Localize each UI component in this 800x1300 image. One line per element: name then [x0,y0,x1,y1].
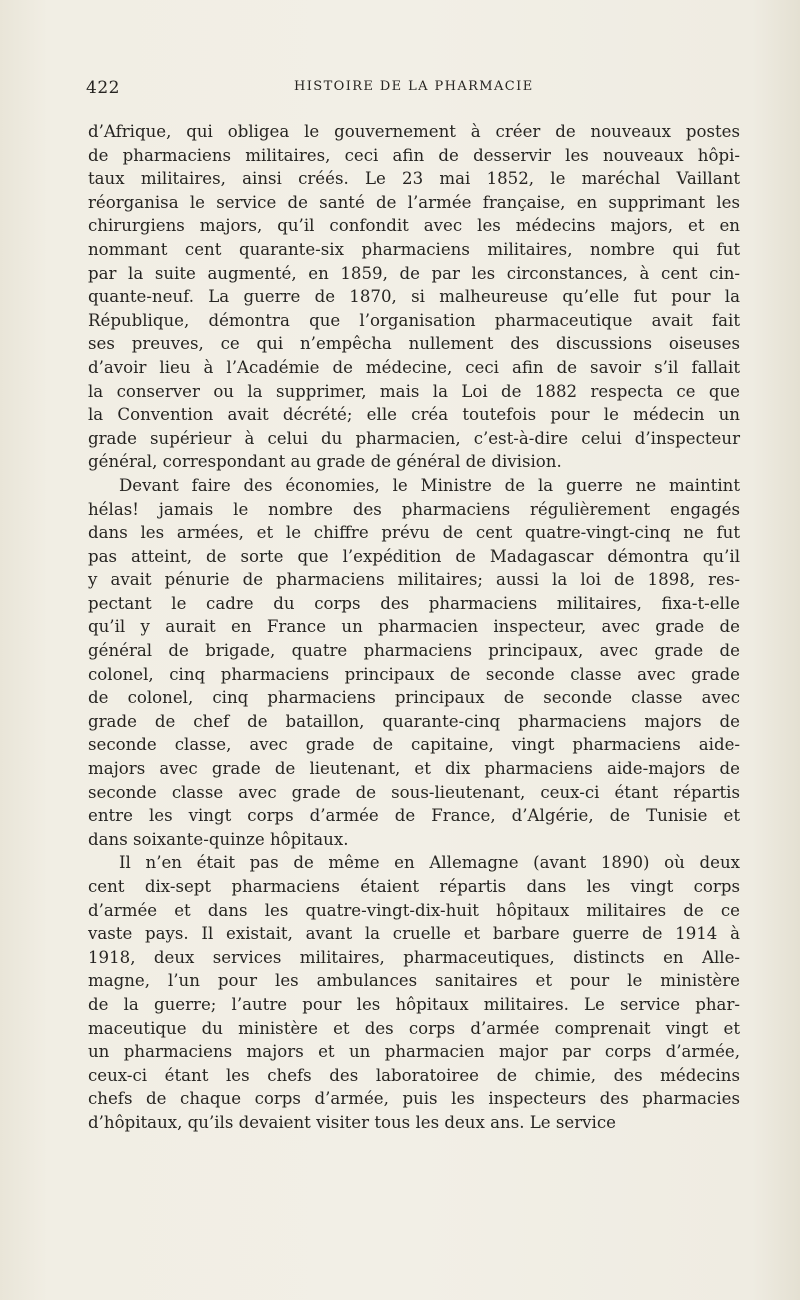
text-line: pas atteint, de sorte que l’expédition de Madagascar démontra qu’il [88,546,740,566]
text-line: grade supérieur à celui du pharmacien, c’est-à-dire celui d’inspecteur [88,428,740,448]
text-line: taux militaires, ainsi créés. Le 23 mai 1852, le maréchal Vaillant [88,169,740,189]
text-line: général, correspondant au grade de général de division. [88,452,562,472]
page-header [86,78,726,102]
page-number: 422 [86,78,120,98]
text-line: d’hôpitaux, qu’ils devaient visiter tous les deux ans. Le service [88,1112,616,1132]
body-text [88,120,740,1135]
text-line: vaste pays. Il existait, avant la cruelle et barbare guerre de 1914 à [88,924,740,944]
text-line: chefs de chaque corps d’armée, puis les inspecteurs des pharmacies [88,1089,740,1109]
text-line: la conserver ou la supprimer, mais la Loi de 1882 respecta ce que [88,381,740,401]
text-line: seconde classe, avec grade de capitaine, vingt pharmaciens aide- [88,735,740,755]
text-line: dans les armées, et le chiffre prévu de cent quatre-vingt-cinq ne fut [88,523,740,543]
text-line: Il n’en était pas de même en Allemagne (avant 1890) où deux [119,853,740,873]
text-line: y avait pénurie de pharmaciens militaires; aussi la loi de 1898, res- [88,570,740,590]
text-line: ses preuves, ce qui n’empêcha nullement des discussions oiseuses [88,334,740,354]
text-line: pectant le cadre du corps des pharmaciens militaires, fixa-t-elle [88,593,740,613]
text-line: de la guerre; l’autre pour les hôpitaux militaires. Le service phar- [88,994,740,1014]
text-line: d’avoir lieu à l’Académie de médecine, ceci afin de savoir s’il fallait [88,357,740,377]
text-line: Devant faire des économies, le Ministre de la guerre ne maintint [119,475,740,495]
text-line: hélas! jamais le nombre des pharmaciens régulièrement engagés [88,499,740,519]
text-line: magne, l’un pour les ambulances sanitaires et pour le ministère [88,971,740,991]
text-line: d’Afrique, qui obligea le gouvernement à créer de nouveaux postes [88,122,740,141]
text-line: seconde classe avec grade de sous-lieutenant, ceux-ci étant répartis [88,782,740,802]
text-line: République, démontra que l’organisation pharmaceutique avait fait [88,310,740,330]
text-line: 1918, deux services militaires, pharmaceutiques, distincts en Alle- [88,947,740,967]
text-line: la Convention avait décrété; elle créa toutefois pour le médecin un [88,405,740,425]
text-line: colonel, cinq pharmaciens principaux de seconde classe avec grade [88,664,740,684]
running-title: HISTOIRE DE LA PHARMACIE [294,79,534,94]
text-line: maceutique du ministère et des corps d’armée comprenait vingt et [88,1018,740,1038]
text-line: grade de chef de bataillon, quarante-cinq pharmaciens majors de [88,711,740,731]
text-line: majors avec grade de lieutenant, et dix pharmaciens aide-majors de [88,759,740,779]
text-line: quante-neuf. La guerre de 1870, si malheureuse qu’elle fut pour la [88,287,740,307]
text-line: ceux-ci étant les chefs des laboratoiree de chimie, des médecins [88,1065,740,1085]
text-line: un pharmaciens majors et un pharmacien major par corps d’armée, [88,1042,740,1062]
text-line: dans soixante-quinze hôpitaux. [88,829,349,849]
text-line: d’armée et dans les quatre-vingt-dix-huit hôpitaux militaires de ce [88,900,740,920]
text-line: de colonel, cinq pharmaciens principaux de seconde classe avec [88,688,740,708]
text-line: chirurgiens majors, qu’il confondit avec les médecins majors, et en [88,216,740,236]
text-line: par la suite augmenté, en 1859, de par les circonstances, à cent cin- [88,263,740,283]
text-line: entre les vingt corps d’armée de France, d’Algérie, de Tunisie et [88,806,740,826]
text-line: de pharmaciens militaires, ceci afin de desservir les nouveaux hôpi- [88,145,740,165]
text-line: réorganisa le service de santé de l’armée française, en supprimant les [88,192,740,212]
text-line: nommant cent quarante-six pharmaciens militaires, nombre qui fut [88,239,740,259]
text-line: général de brigade, quatre pharmaciens principaux, avec grade de [88,641,740,661]
text-line: qu’il y aurait en France un pharmacien inspecteur, avec grade de [88,617,740,637]
text-line: cent dix-sept pharmaciens étaient répartis dans les vingt corps [88,877,740,896]
